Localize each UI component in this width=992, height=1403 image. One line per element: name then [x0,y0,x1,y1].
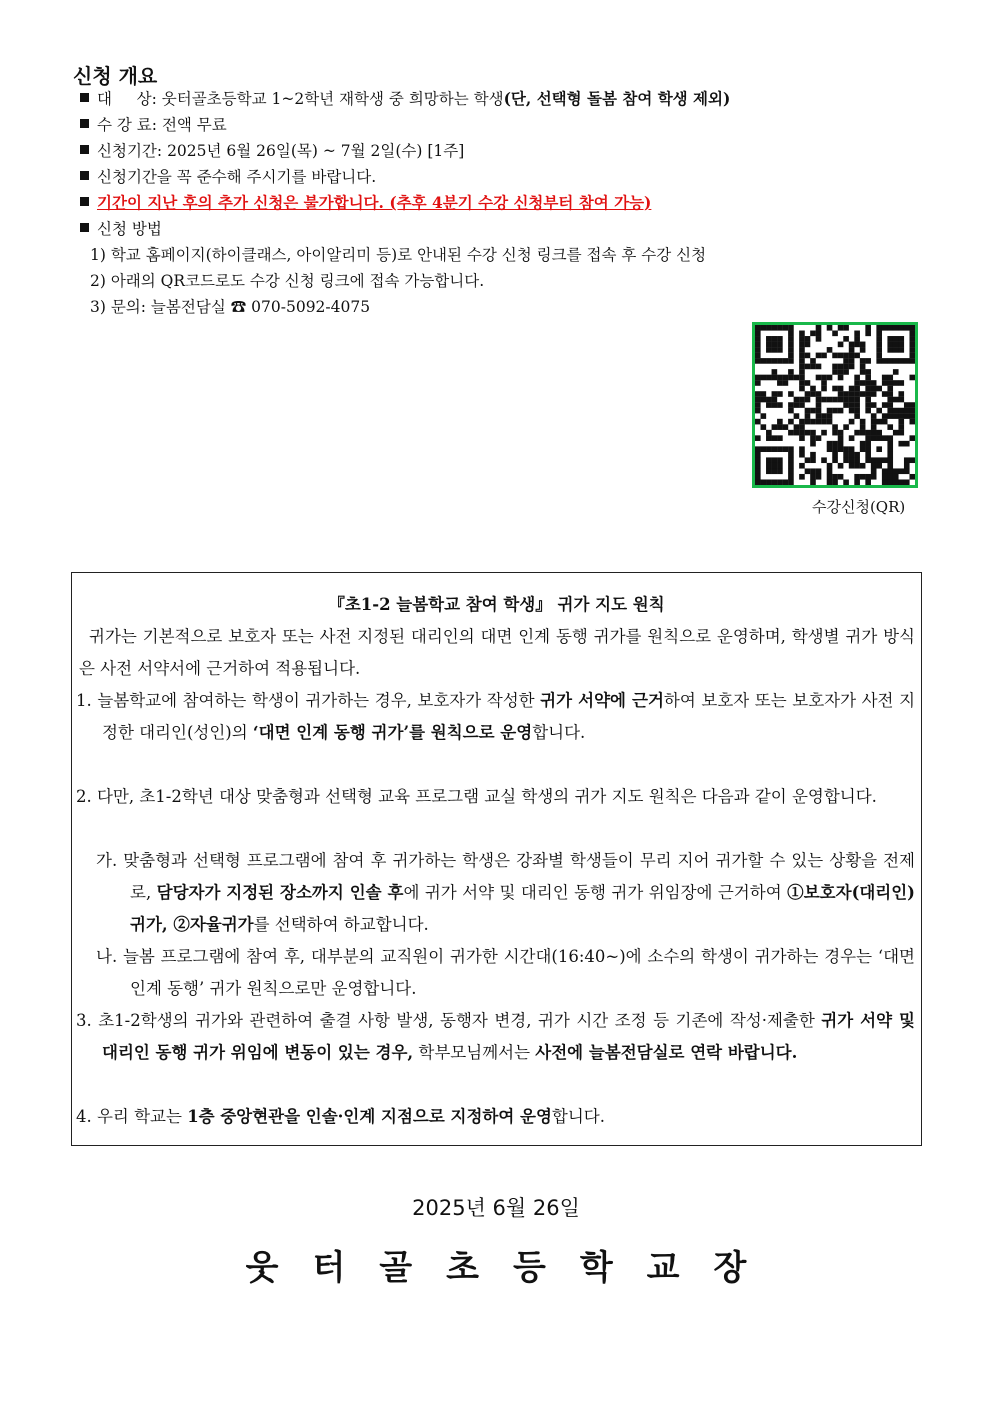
rule-item-2: 2. 다만, 초1-2학년 대상 맞춤형과 선택형 교육 프로그램 교실 학생의 귀가 지도 원칙은 다음과 같이 운영합니다. [76,787,877,806]
qr-code-icon [755,325,915,485]
bullet-comply [80,165,376,189]
section-heading: 신청 개요 [73,64,158,88]
fee-text: 전액 무료 [161,116,227,134]
square-bullet-icon [80,145,89,154]
bullet-late-notice [80,191,651,215]
school-principal: 웃터골초등학교장 [245,1248,781,1288]
bullet-target [80,87,730,111]
square-bullet-icon [80,119,89,128]
rule-item-1: 1. 늘봄학교에 참여하는 학생이 귀가하는 경우, 보호자가 작성한 귀가 서약에 근거하여 보호자 또는 보호자가 사전 지정한 대리인(성인)의 ‘대면 인계 동행 귀가’를 원칙으로 운영합니다. [76,691,916,742]
qr-code[interactable] [752,322,918,488]
late-notice-text: 기간이 지난 후의 추가 신청은 불가합니다. (추후 4분기 수강 신청부터 참여 가능) [97,193,652,212]
square-bullet-icon [80,93,89,102]
target-label: 대 상: [97,90,157,108]
qr-caption: 수강신청(QR) [812,498,906,516]
rule-item-3: 3. 초1-2학생의 귀가와 관련하여 출결 사항 발생, 동행자 변경, 귀가 시간 조정 등 기존에 작성·제출한 귀가 서약 및 대리인 동행 귀가 위임에 변동이 있는 경우, 학부모님께서는 사전에 늘봄전담실로 연락 바랍니다. [76,1011,915,1062]
target-text: 웃터골초등학교 1~2학년 재학생 중 희망하는 학생 [161,90,504,108]
bullet-period [80,139,464,163]
method-label: 신청 방법 [97,220,162,238]
method-item-3: 3) 문의: 늘봄전담실 ☎ 070-5092-4075 [90,298,371,316]
rule-item-2b: 나. 늘봄 프로그램에 참여 후, 대부분의 교직원이 귀가한 시간대(16:40~)에 소수의 학생이 귀가하는 경우는 ‘대면 인계 동행’ 귀가 원칙으로만 운영합니다. [96,947,915,998]
document-date: 2025년 6월 26일 [412,1196,580,1220]
period-label: 신청기간: [97,142,163,160]
box-title: 『초1-2 늘봄학교 참여 학생』 귀가 지도 원칙 [328,595,665,614]
rule-item-2a: 가. 맞춤형과 선택형 프로그램에 참여 후 귀가하는 학생은 강좌별 학생들이 무리 지어 귀가할 수 있는 상황을 전제로, 담당자가 지정된 장소까지 인솔 후에 귀가 서약 및 대리인 동행 귀가 위임장에 근거하여 ①보호자(대리인)귀가, ②자율귀가를 선택하여 하교합니다. [96,851,915,934]
bullet-fee [80,113,227,137]
bullet-method [80,217,162,241]
comply-text: 신청기간을 꼭 준수해 주시기를 바랍니다. [97,168,377,186]
period-text: 2025년 6월 26일(목) ~ 7월 2일(수) [1주] [167,142,465,160]
square-bullet-icon [80,171,89,180]
target-exclusion: (단, 선택형 돌봄 참여 학생 제외) [503,89,731,108]
rule-item-4: 4. 우리 학교는 1층 중앙현관을 인솔·인계 지점으로 지정하여 운영합니다. [76,1107,605,1126]
method-item-2: 2) 아래의 QR코드로도 수강 신청 링크에 접속 가능합니다. [90,272,485,290]
method-item-1: 1) 학교 홈페이지(하이클래스, 아이알리미 등)로 안내된 수강 신청 링크를 접속 후 수강 신청 [90,246,707,264]
square-bullet-icon [80,223,89,232]
fee-label: 수 강 료: [97,116,157,134]
square-bullet-icon [80,197,89,206]
guidance-box [71,572,922,1146]
box-intro: 귀가는 기본적으로 보호자 또는 사전 지정된 대리인의 대면 인계 동행 귀가를 원칙으로 운영하며, 학생별 귀가 방식은 사전 서약서에 근거하여 적용됩니다. [79,627,915,678]
